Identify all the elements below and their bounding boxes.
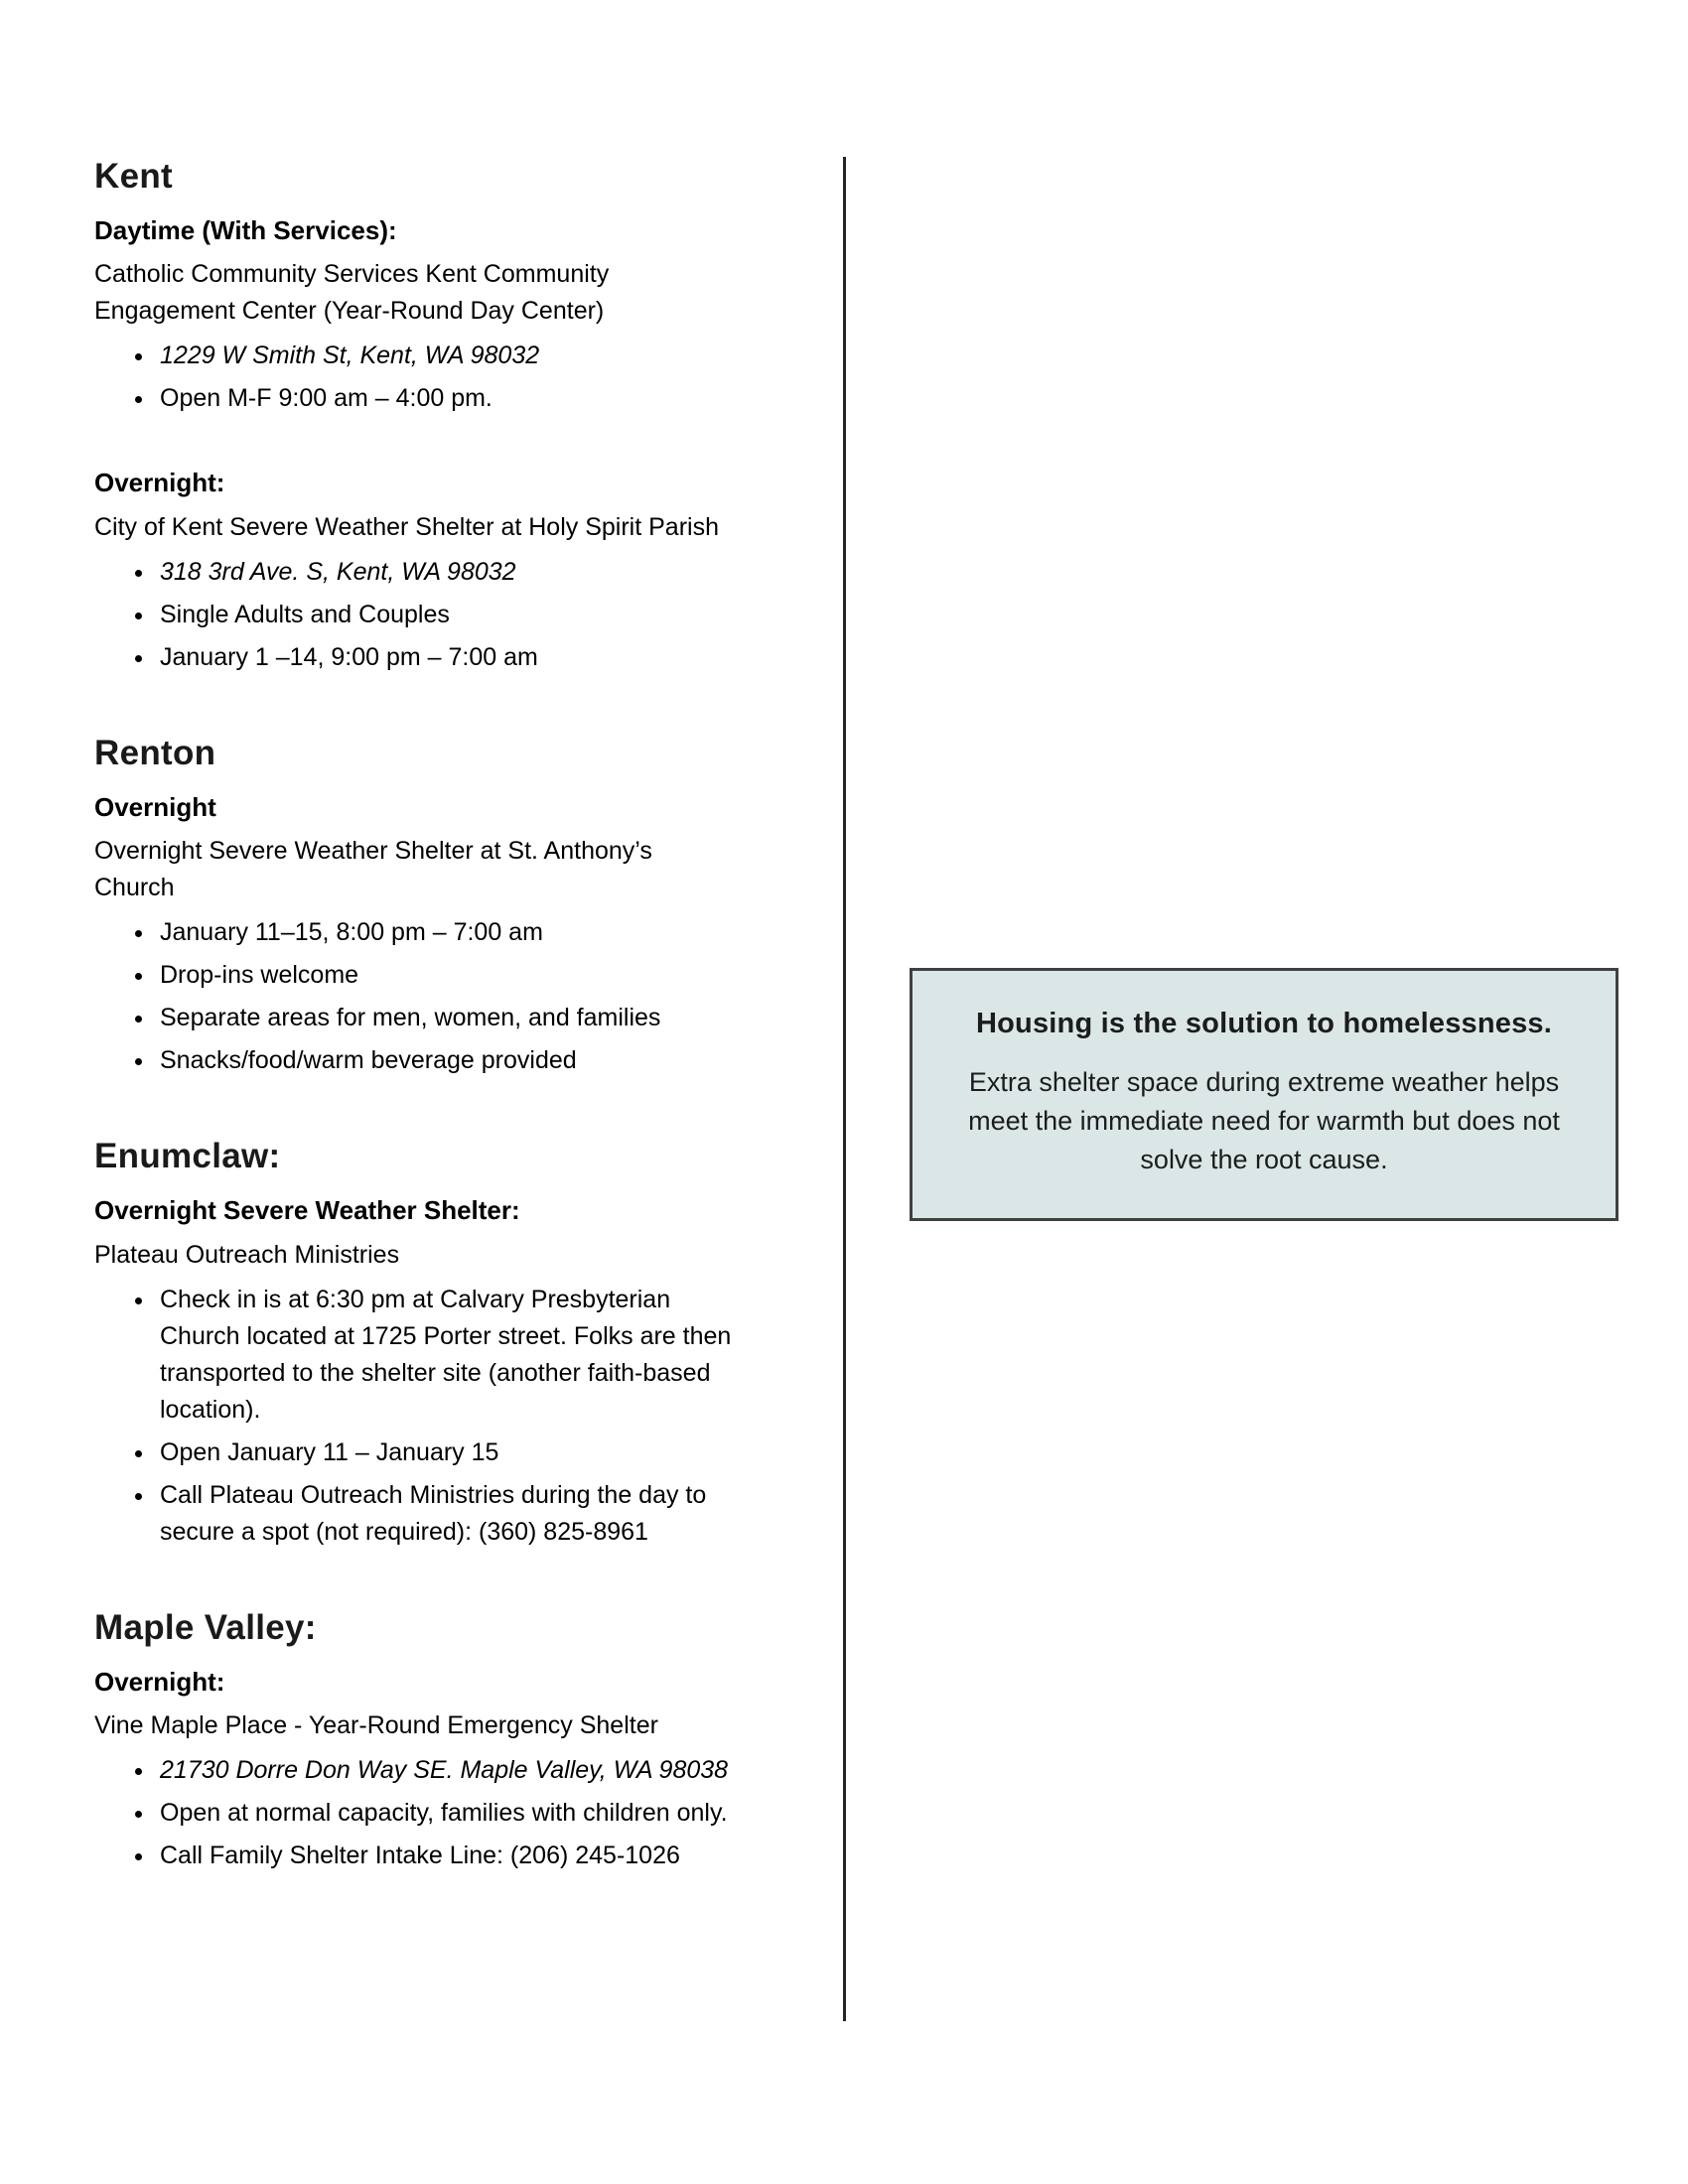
- bullet-item-checkin: • Check in is at 6:30 pm at Calvary Presbyterian Church located at 1725 Porter street. Folks are then transported to the shelter site (another faith-based location).: [156, 1282, 738, 1429]
- bullet-list: [94, 1752, 738, 1874]
- shelter-name: Vine Maple Place - Year-Round Emergency Shelter: [94, 1710, 658, 1739]
- bullet-item-address: • 21730 Dorre Don Way SE. Maple Valley, WA 98038: [156, 1752, 738, 1789]
- block-label: Daytime (With Services):: [94, 215, 397, 245]
- bullet-item: • Separate areas for men, women, and families: [156, 1000, 738, 1036]
- housing-callout-box: [910, 968, 1618, 1221]
- shelter-listings-column: [94, 157, 738, 1932]
- callout-title: Housing is the solution to homelessness.: [975, 1008, 1553, 1039]
- bullet-item: • Drop-ins welcome: [156, 957, 738, 994]
- shelter-name: Catholic Community Services Kent Community Engagement Center (Year-Round Day Center): [94, 260, 610, 326]
- bullet-list: [94, 338, 738, 417]
- city-heading-enumclaw: Enumclaw:: [94, 1137, 281, 1176]
- section-enumclaw: [94, 1137, 738, 1550]
- callout-body: Extra shelter space during extreme weather helps meet the immediate need for warmth but does not solve the root cause.: [968, 1067, 1560, 1175]
- bullet-list: [94, 554, 738, 676]
- column-divider: [843, 157, 846, 2021]
- bullet-item-phone: • Call Family Shelter Intake Line: (206) 245-1026: [156, 1838, 738, 1874]
- bullet-item-dates: • January 11–15, 8:00 pm – 7:00 am: [156, 914, 738, 951]
- bullet-item: • Single Adults and Couples: [156, 597, 738, 633]
- shelter-name: Overnight Severe Weather Shelter at St. Anthony’s Church: [94, 837, 652, 902]
- shelter-name: City of Kent Severe Weather Shelter at Holy Spirit Parish: [94, 512, 719, 541]
- shelter-name: Plateau Outreach Ministries: [94, 1240, 400, 1269]
- shelter-block-kent-overnight: [94, 465, 738, 675]
- city-heading-maple-valley: Maple Valley:: [94, 1607, 317, 1647]
- section-maple-valley: [94, 1608, 738, 1874]
- bullet-list: [94, 914, 738, 1079]
- section-kent: [94, 157, 738, 676]
- city-heading-renton: Renton: [94, 733, 216, 772]
- bullet-item-dates: • Open January 11 – January 15: [156, 1434, 738, 1471]
- block-label: Overnight:: [94, 1666, 225, 1697]
- section-renton: [94, 734, 738, 1079]
- block-label: Overnight: [94, 791, 216, 822]
- shelter-block-kent-daytime: [94, 212, 738, 417]
- bullet-item-dates: • January 1 –14, 9:00 pm – 7:00 am: [156, 639, 738, 676]
- bullet-item: • Open at normal capacity, families with children only.: [156, 1795, 738, 1832]
- shelter-block-renton-overnight: [94, 789, 738, 1079]
- callout-column: [910, 968, 1618, 1221]
- bullet-item-address: • 318 3rd Ave. S, Kent, WA 98032: [156, 554, 738, 591]
- bullet-item-phone: • Call Plateau Outreach Ministries during the day to secure a spot (not required): (360) 825-8961: [156, 1477, 738, 1551]
- city-heading-kent: Kent: [94, 157, 173, 196]
- shelter-block-enumclaw-overnight: [94, 1192, 738, 1550]
- bullet-item: • Snacks/food/warm beverage provided: [156, 1042, 738, 1079]
- block-label: Overnight Severe Weather Shelter:: [94, 1195, 520, 1226]
- shelter-block-maple-valley-overnight: [94, 1664, 738, 1874]
- bullet-item-hours: • Open M-F 9:00 am – 4:00 pm.: [156, 380, 738, 417]
- bullet-item-address: • 1229 W Smith St, Kent, WA 98032: [156, 338, 738, 374]
- bullet-list: [94, 1282, 738, 1551]
- block-label: Overnight:: [94, 468, 225, 498]
